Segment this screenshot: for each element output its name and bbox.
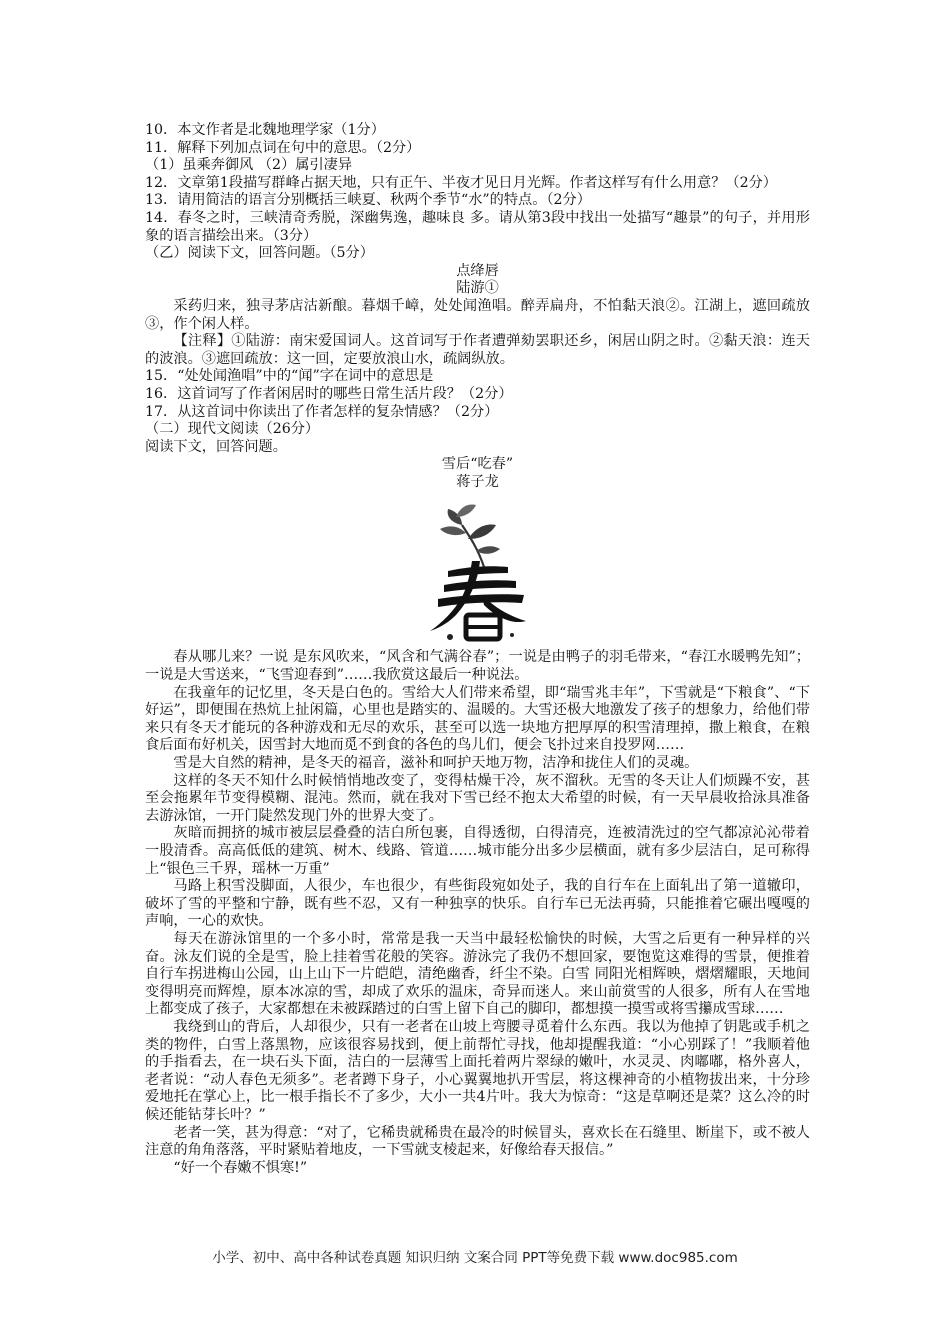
essay-paragraph: 春从哪儿来？一说 是东风吹来，“风含和气满谷春”；一说是由鸭子的羽毛带来，“春江水暖鸭先知”；一说是大雪送来，“飞雪迎春到”……我欣赏这最后一种说法。 (145, 649, 810, 684)
poem-title: 点绛唇 (456, 262, 499, 279)
poem-author: 陆游① (456, 280, 499, 297)
chun-calligraphy-sprout-icon (426, 497, 530, 645)
question-13: 13．请用简洁的语言分别概括三峡夏、秋两个季节“水”的特点。（2分） (145, 192, 591, 209)
essay-paragraph: 雪是大自然的精神，是冬天的福音，滋补和呵护天地万物，洁净和拢住人们的灵魂。 (173, 755, 699, 772)
exam-content (145, 122, 810, 1177)
question-11: 11．解释下列加点词在句中的意思。（2分） (145, 139, 421, 156)
essay-paragraph: 在我童年的记忆里，冬天是白色的。雪给大人们带来希望，即“瑞雪兆丰年”，下雪就是“下粮食”、“下好运”，即便围在热炕上扯闲篇，心里也是踏实的、温暖的。大雪还极大地激发了孩子的想象力，给他们带来只有冬天才能玩的各种游戏和无尽的欢乐，甚至可以选一块地方把厚厚的积雪清理掉，撒上粮食，在粮食后面布好机关，因雪封大地而觅不到食的各色的鸟儿们，便会飞扑过来自投罗网…… (145, 684, 810, 754)
poem-text: 采药归来，独寻茅店沽新酿。暮烟千嶂，处处闻渔唱。醉弄扁舟，不怕黏天浪②。江湖上，遮回疏放③，作个闲人样。 (145, 297, 810, 332)
question-11-items: （1）虽乘奔御风 （2）属引凄异 (145, 157, 353, 174)
question-16: 16．这首词写了作者闲居时的哪些日常生活片段？（2分） (145, 385, 513, 402)
part-b-heading: （乙）阅读下文，回答问题。（5分） (145, 245, 374, 262)
question-17: 17．从这首词中你读出了作者怎样的复杂情感？（2分） (145, 403, 499, 420)
page-footer: 小学、初中、高中各种试卷真题 知识归纳 文案合同 PPT等免费下载 www.doc985.com (212, 1250, 738, 1266)
question-10: 10．本文作者是北魏地理学家（1分） (145, 122, 385, 138)
essay-paragraph: “好一个春嫩不惧寒!” (173, 1159, 308, 1176)
modern-instruction: 阅读下文，回答问题。 (145, 438, 287, 455)
modern-section-heading: （二）现代文阅读（26分） (145, 421, 320, 438)
essay-paragraph: 这样的冬天不知什么时候悄悄地改变了，变得枯燥干冷，灰不溜秋。无雪的冬天让人们烦躁不安，甚至会拖累年节变得模糊、混沌。然而，就在我对下雪已经不抱太大希望的时候，有一天早晨收拾泳具准备去游泳馆，一开门陡然发现门外的世界大变了。 (145, 772, 810, 824)
essay-author: 蒋子龙 (456, 473, 499, 490)
essay-paragraph: 老者一笑，甚为得意：“对了，它稀贵就稀贵在最冷的时候冒头，喜欢长在石缝里、断崖下，或不被人注意的角角落落，平时紧贴着地皮，一下雪就支棱起来，好像给春天报信。” (145, 1124, 810, 1159)
essay-title: 雪后“吃春” (441, 456, 514, 473)
question-14: 14．春冬之时，三峡清奇秀脱，深幽隽逸，趣味良 多。请从第3段中找出一处描写“趣景”的句子，并用形象的语言描绘出来。（3分） (145, 209, 810, 244)
essay-paragraph: 灰暗而拥挤的城市被层层叠叠的洁白所包裹，自得透彻，白得清亮，连被清洗过的空气都凉沁沁带着一股清香。高高低低的建筑、树木、线路、管道……城市能分出多少层横面，就有多少层洁白，足可称得上“银色三千界，瑶林一万重” (145, 825, 810, 877)
question-12: 12．文章第1段描写群峰占据天地，只有正午、半夜才见日月光辉。作者这样写有什么用意？（2分） (145, 174, 777, 191)
question-15: 15．“处处闻渔唱”中的“闻”字在词中的意思是 (145, 368, 434, 385)
poem-notes: 【注释】①陆游：南宋爱国词人。这首词写于作者遭弹劾罢职还乡，闲居山阴之时。②黏天浪：连天的波浪。③遮回疏放：这一回，定要放浪山水，疏阔纵放。 (145, 333, 810, 367)
essay-paragraph: 每天在游泳馆里的一个多小时，常常是我一天当中最轻松愉快的时候，大雪之后更有一种异样的兴奋。泳友们说的全是雪，脸上挂着雪花般的笑容。游泳完了我仍不想回家，要饱览这难得的雪景，便推着自行车拐进梅山公园，山上山下一片皑皑，清绝幽香，纤尘不染。白雪 同阳光相辉映，熠熠耀眼，天地间变得明亮而辉煌，原本冰凉的雪，却成了欢乐的温床，奇异而迷人。来山前赏雪的人很多，所有人在雪地上都变成了孩子，大家都想在未被踩踏过的白雪上留下自己的脚印，都想摸一摸雪或将雪攥成雪球…… (145, 930, 810, 1018)
essay-paragraph: 马路上积雪没脚面，人很少，车也很少，有些街段宛如处子，我的自行车在上面轧出了第一道辙印，破坏了雪的平整和宁静，既有些不忍，又有一种独享的快乐。自行车已无法再骑，只能推着它碾出嘎嘎的声响，一心的欢快。 (145, 878, 810, 930)
essay-paragraph: 我绕到山的背后，人却很少，只有一老者在山坡上弯腰寻觅着什么东西。我以为他掉了钥匙或手机之类的物件，白雪上落黑物，应该很容易找到，便上前帮忙寻找，他却提醒我道：“小心别踩了！”我顺着他的手指看去，在一块石头下面，洁白的一层薄雪上面托着两片翠绿的嫩叶，水灵灵、肉嘟嘟，格外喜人，老者说：“动人春色无须多”。老者蹲下身子，小心翼翼地扒开雪层，将这棵神奇的小植物拔出来，十分珍爱地托在掌心上，比一根手指长不了多少，大小一共4片叶。我大为惊奇：“这是草啊还是菜？这么冷的时候还能钻芽长叶？” (145, 1018, 810, 1123)
